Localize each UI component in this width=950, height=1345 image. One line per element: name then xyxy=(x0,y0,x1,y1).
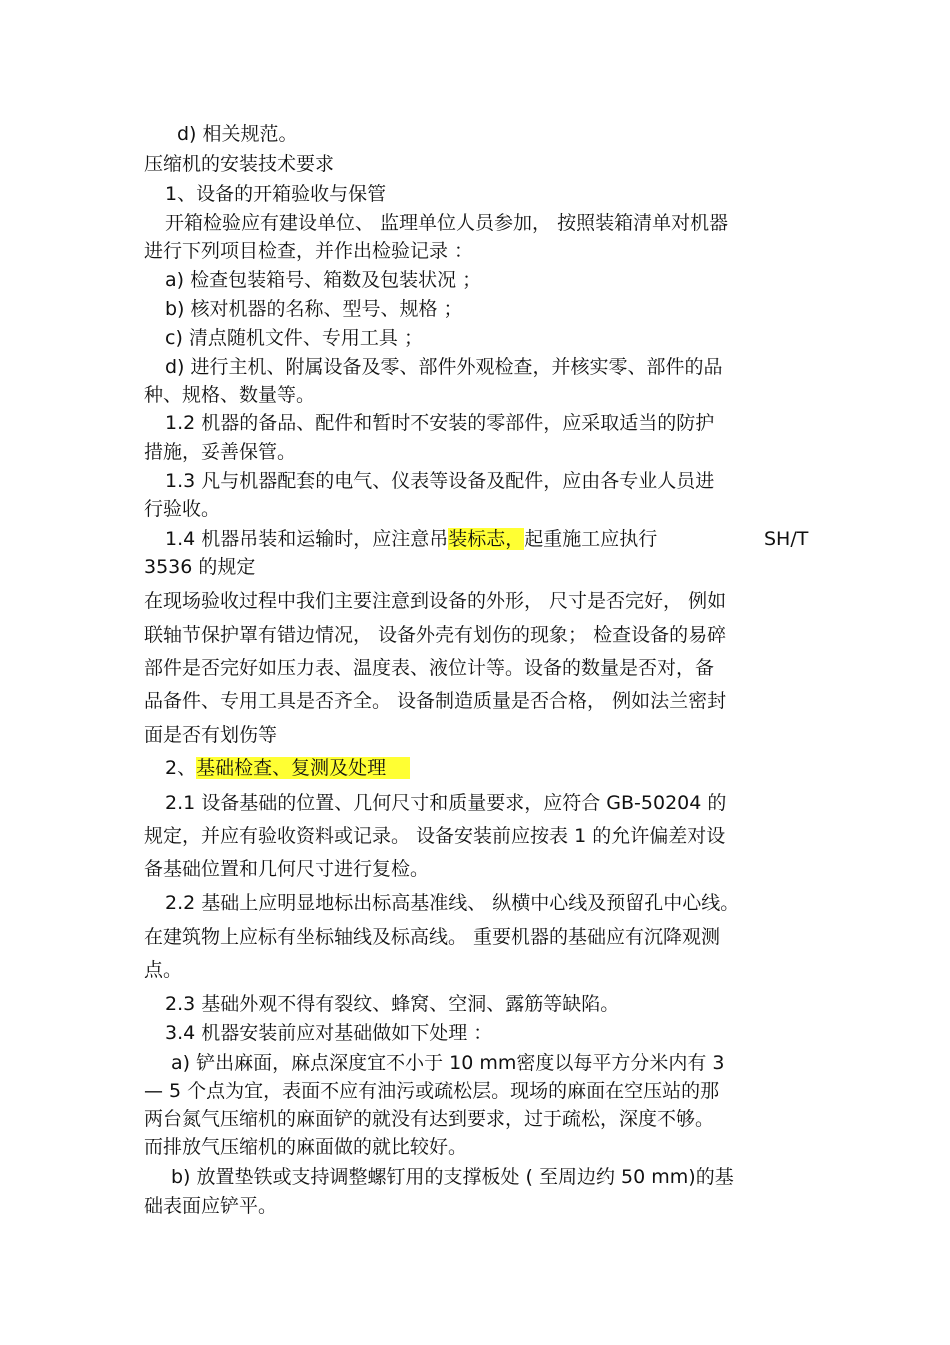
paragraph-line: 础表面应铲平。 xyxy=(144,1195,278,1217)
paragraph-line: 备基础位置和几何尺寸进行复检。 xyxy=(144,858,430,880)
heading-number: 2、 xyxy=(165,757,197,779)
paragraph-line: 而排放气压缩机的麻面做的就比较好。 xyxy=(144,1136,468,1158)
section-heading xyxy=(165,755,410,781)
list-item: c) 清点随机文件、专用工具 ； xyxy=(165,327,423,349)
paragraph-line: 2.3 基础外观不得有裂纹、蜂窝、空洞、露筋等缺陷。 xyxy=(165,993,620,1015)
paragraph-line: 进行下列项目检查，并作出检验记录 ： xyxy=(144,240,474,262)
paragraph-line: 2.1 设备基础的位置、几何尺寸和质量要求，应符合 GB-50204 的 xyxy=(165,792,727,814)
standard-code: SH/T xyxy=(764,528,809,550)
paragraph-line: 措施，妥善保管。 xyxy=(144,441,297,463)
paragraph-line: 部件是否完好如压力表、温度表、液位计等。设备的数量是否对，备 xyxy=(144,657,715,679)
paragraph-line: 1.3 凡与机器配套的电气、仪表等设备及配件，应由各专业人员进 xyxy=(165,470,715,492)
paragraph-line: 种、规格、数量等。 xyxy=(144,384,316,406)
section-title: 压缩机的安装技术要求 xyxy=(144,153,335,175)
text-run: 起重施工应执行 xyxy=(524,528,658,550)
list-item: b) 核对机器的名称、型号、规格 ； xyxy=(165,298,463,320)
paragraph-line: 在现场验收过程中我们主要注意到设备的外形， 尺寸是否完好， 例如 xyxy=(144,590,727,612)
paragraph-line: 品备件、专用工具是否齐全。 设备制造质量是否合格， 例如法兰密封 xyxy=(144,690,727,712)
paragraph-line: d) 相关规范。 xyxy=(177,123,298,145)
paragraph-line: 行验收。 xyxy=(144,498,221,520)
paragraph-line xyxy=(165,526,657,552)
paragraph-line: 点。 xyxy=(144,959,183,981)
highlighted-heading: 基础检查、复测及处理 xyxy=(196,757,410,779)
paragraph-line: 3536 的规定 xyxy=(144,556,256,578)
paragraph-line: — 5 个点为宜，表面不应有油污或疏松层。现场的麻面在空压站的那 xyxy=(144,1080,720,1102)
list-item: d) 进行主机、附属设备及零、部件外观检查，并核实零、部件的品 xyxy=(165,356,723,378)
paragraph-line: 开箱检验应有建设单位、 监理单位人员参加， 按照装箱清单对机器 xyxy=(165,212,729,234)
paragraph-line: 面是否有划伤等 xyxy=(144,724,278,746)
paragraph-line: 联轴节保护罩有错边情况， 设备外壳有划伤的现象； 检查设备的易碎 xyxy=(144,624,727,646)
list-item: a) 铲出麻面，麻点深度宜不小于 10 mm密度以每平方分米内有 3 xyxy=(171,1052,725,1074)
highlighted-text: 装标志， xyxy=(448,528,525,550)
text-run: 1.4 机器吊装和运输时，应注意吊 xyxy=(165,528,449,550)
paragraph-line: 两台氮气压缩机的麻面铲的就没有达到要求，过于疏松，深度不够。 xyxy=(144,1108,715,1130)
paragraph-line: 在建筑物上应标有坐标轴线及标高线。 重要机器的基础应有沉降观测 xyxy=(144,926,721,948)
list-item: b) 放置垫铁或支持调整螺钉用的支撑板处 ( 至周边约 50 mm)的基 xyxy=(171,1166,734,1188)
paragraph-line: 3.4 机器安装前应对基础做如下处理 ： xyxy=(165,1022,493,1044)
paragraph-line: 规定，并应有验收资料或记录。 设备安装前应按表 1 的允许偏差对设 xyxy=(144,825,726,847)
section-heading: 1、设备的开箱验收与保管 xyxy=(165,183,387,205)
paragraph-line: 1.2 机器的备品、配件和暂时不安装的零部件，应采取适当的防护 xyxy=(165,412,715,434)
list-item: a) 检查包装箱号、箱数及包装状况 ； xyxy=(165,269,482,291)
paragraph-line: 2.2 基础上应明显地标出标高基准线、 纵横中心线及预留孔中心线。 xyxy=(165,892,740,914)
